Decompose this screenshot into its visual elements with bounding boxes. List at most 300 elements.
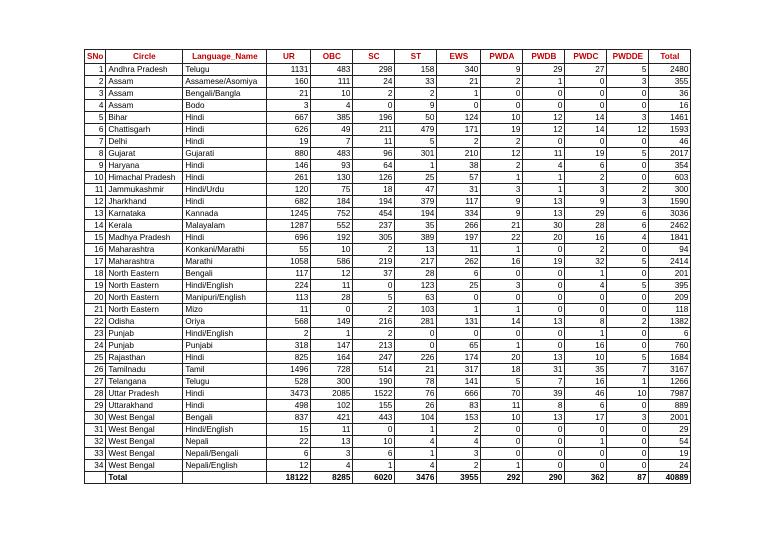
table-body bbox=[85, 64, 691, 484]
table-cell: 17 bbox=[85, 256, 106, 268]
table-cell: 355 bbox=[649, 76, 691, 88]
table-cell: 4 bbox=[437, 436, 481, 448]
table-row bbox=[85, 412, 691, 424]
table-cell: 0 bbox=[523, 280, 565, 292]
table-cell: 14 bbox=[565, 124, 607, 136]
table-cell: 0 bbox=[523, 244, 565, 256]
table-cell: 171 bbox=[437, 124, 481, 136]
table-cell: 2462 bbox=[649, 220, 691, 232]
table-cell: 4 bbox=[395, 460, 437, 472]
table-cell: 3 bbox=[565, 184, 607, 196]
table-cell: 20 bbox=[481, 352, 523, 364]
table-cell: 0 bbox=[565, 460, 607, 472]
table-cell: 9 bbox=[395, 100, 437, 112]
table-cell: 147 bbox=[311, 340, 353, 352]
column-header: Language_Name bbox=[183, 50, 267, 64]
table-cell: 1 bbox=[395, 424, 437, 436]
table-cell: 0 bbox=[607, 328, 649, 340]
table-cell: 3 bbox=[481, 280, 523, 292]
table-cell: Hindi/English bbox=[183, 328, 267, 340]
table-cell: 1 bbox=[565, 268, 607, 280]
table-cell: 164 bbox=[311, 352, 353, 364]
table-cell: 12 bbox=[523, 112, 565, 124]
table-cell: West Bengal bbox=[106, 460, 183, 472]
table-cell: 11 bbox=[437, 244, 481, 256]
table-cell: 752 bbox=[311, 208, 353, 220]
table-row bbox=[85, 328, 691, 340]
table-cell: 0 bbox=[607, 136, 649, 148]
table-cell: 0 bbox=[353, 280, 395, 292]
table-cell: 1496 bbox=[267, 364, 311, 376]
table-cell: 8 bbox=[565, 316, 607, 328]
table-cell: 35 bbox=[395, 220, 437, 232]
table-cell: 0 bbox=[607, 100, 649, 112]
table-cell: 514 bbox=[353, 364, 395, 376]
table-row bbox=[85, 400, 691, 412]
table-cell: 70 bbox=[481, 388, 523, 400]
table-cell: 586 bbox=[311, 256, 353, 268]
table-cell: 10 bbox=[311, 244, 353, 256]
table-cell: 120 bbox=[267, 184, 311, 196]
table-cell: 1461 bbox=[649, 112, 691, 124]
table-cell: 47 bbox=[395, 184, 437, 196]
table-cell: 46 bbox=[565, 388, 607, 400]
table-cell: 825 bbox=[267, 352, 311, 364]
table-cell: 0 bbox=[523, 460, 565, 472]
table-cell: 24 bbox=[85, 340, 106, 352]
table-cell: 2414 bbox=[649, 256, 691, 268]
table-cell: 1841 bbox=[649, 232, 691, 244]
table-cell: 0 bbox=[565, 88, 607, 100]
table-cell: 174 bbox=[437, 352, 481, 364]
table-row bbox=[85, 160, 691, 172]
column-header: PWDA bbox=[481, 50, 523, 64]
table-row bbox=[85, 424, 691, 436]
table-cell: 14 bbox=[85, 220, 106, 232]
table-cell: 19 bbox=[481, 124, 523, 136]
table-cell: 247 bbox=[353, 352, 395, 364]
table-cell: 21 bbox=[437, 76, 481, 88]
table-cell: 379 bbox=[395, 196, 437, 208]
table-cell: 0 bbox=[437, 100, 481, 112]
table-cell: 528 bbox=[267, 376, 311, 388]
table-cell: 13 bbox=[523, 196, 565, 208]
table-cell: 196 bbox=[353, 112, 395, 124]
table-cell: North Eastern bbox=[106, 292, 183, 304]
table-cell: North Eastern bbox=[106, 304, 183, 316]
table-cell: Konkani/Marathi bbox=[183, 244, 267, 256]
table-cell: 32 bbox=[85, 436, 106, 448]
table-cell: Bengali/Bangla bbox=[183, 88, 267, 100]
table-cell: 666 bbox=[437, 388, 481, 400]
table-cell: Jammukashmir bbox=[106, 184, 183, 196]
table-cell: 0 bbox=[395, 340, 437, 352]
table-cell: 603 bbox=[649, 172, 691, 184]
table-cell: Tamil bbox=[183, 364, 267, 376]
table-cell: 0 bbox=[607, 268, 649, 280]
table-cell: 18122 bbox=[267, 472, 311, 484]
table-cell: 2 bbox=[395, 88, 437, 100]
table-cell: Hindi bbox=[183, 160, 267, 172]
table-cell: 0 bbox=[481, 424, 523, 436]
table-cell: 5 bbox=[607, 352, 649, 364]
recruitment-table bbox=[84, 49, 691, 484]
table-cell: 0 bbox=[607, 400, 649, 412]
table-cell: 33 bbox=[395, 76, 437, 88]
table-cell: 124 bbox=[437, 112, 481, 124]
table-cell: 2085 bbox=[311, 388, 353, 400]
table-cell: Bengali bbox=[183, 268, 267, 280]
table-cell: Punjabi bbox=[183, 340, 267, 352]
table-cell: Odisha bbox=[106, 316, 183, 328]
table-cell: 19 bbox=[649, 448, 691, 460]
table-cell: 454 bbox=[353, 208, 395, 220]
table-cell: 0 bbox=[523, 136, 565, 148]
table-cell: 880 bbox=[267, 148, 311, 160]
table-cell: 9 bbox=[565, 196, 607, 208]
table-cell: 4 bbox=[311, 100, 353, 112]
table-cell: 9 bbox=[85, 160, 106, 172]
table-cell: 194 bbox=[353, 196, 395, 208]
table-cell: 2 bbox=[437, 460, 481, 472]
table-cell: 103 bbox=[395, 304, 437, 316]
table-cell: Uttarakhand bbox=[106, 400, 183, 412]
table-cell: Mizo bbox=[183, 304, 267, 316]
table-cell: 2 bbox=[353, 88, 395, 100]
table-cell: 14 bbox=[481, 316, 523, 328]
table-row bbox=[85, 112, 691, 124]
table-cell: 216 bbox=[353, 316, 395, 328]
table-cell: 667 bbox=[267, 112, 311, 124]
table-cell: 1 bbox=[481, 460, 523, 472]
table-cell: 31 bbox=[437, 184, 481, 196]
table-cell: 15 bbox=[267, 424, 311, 436]
table-cell: 0 bbox=[607, 244, 649, 256]
table-cell: 4 bbox=[395, 436, 437, 448]
table-cell: Hindi bbox=[183, 172, 267, 184]
table-row bbox=[85, 292, 691, 304]
table-cell: 19 bbox=[85, 280, 106, 292]
table-cell: Malayalam bbox=[183, 220, 267, 232]
table-cell: 76 bbox=[395, 388, 437, 400]
table-cell: 93 bbox=[311, 160, 353, 172]
table-row bbox=[85, 136, 691, 148]
table-cell: 28 bbox=[311, 292, 353, 304]
table-cell: 18 bbox=[85, 268, 106, 280]
table-row bbox=[85, 448, 691, 460]
table-cell: West Bengal bbox=[106, 448, 183, 460]
table-cell: 262 bbox=[437, 256, 481, 268]
table-cell: 1 bbox=[607, 376, 649, 388]
table-cell: 217 bbox=[395, 256, 437, 268]
table-cell: 9 bbox=[481, 196, 523, 208]
table-cell: Nepali bbox=[183, 436, 267, 448]
table-cell: 118 bbox=[649, 304, 691, 316]
table-cell: 213 bbox=[353, 340, 395, 352]
total-row bbox=[85, 472, 691, 484]
table-cell: 22 bbox=[481, 232, 523, 244]
table-row bbox=[85, 208, 691, 220]
table-cell: Telugu bbox=[183, 376, 267, 388]
table-cell: 3 bbox=[481, 184, 523, 196]
table-cell: 102 bbox=[311, 400, 353, 412]
table-cell: Hindi/English bbox=[183, 424, 267, 436]
table-cell: 28 bbox=[85, 388, 106, 400]
table-cell: 19 bbox=[565, 148, 607, 160]
table-cell: Telangana bbox=[106, 376, 183, 388]
table-cell: Hindi bbox=[183, 124, 267, 136]
table-cell: 7987 bbox=[649, 388, 691, 400]
table-cell: 46 bbox=[649, 136, 691, 148]
table-cell: 11 bbox=[523, 148, 565, 160]
table-cell: 0 bbox=[481, 88, 523, 100]
table-cell: 290 bbox=[523, 472, 565, 484]
table-cell: 2 bbox=[565, 244, 607, 256]
table-cell: 3 bbox=[607, 112, 649, 124]
table-cell: 36 bbox=[649, 88, 691, 100]
table-cell: 10 bbox=[565, 352, 607, 364]
table-cell: West Bengal bbox=[106, 424, 183, 436]
column-header: EWS bbox=[437, 50, 481, 64]
table-cell: 31 bbox=[523, 364, 565, 376]
table-cell: 141 bbox=[437, 376, 481, 388]
column-header: ST bbox=[395, 50, 437, 64]
table-cell: 12 bbox=[311, 268, 353, 280]
table-cell: 21 bbox=[85, 304, 106, 316]
table-cell: Kerala bbox=[106, 220, 183, 232]
table-cell: 8 bbox=[85, 148, 106, 160]
table-cell: Bihar bbox=[106, 112, 183, 124]
table-cell: 7 bbox=[85, 136, 106, 148]
table-cell: 3 bbox=[311, 448, 353, 460]
table-cell: 0 bbox=[523, 292, 565, 304]
table-cell: 6 bbox=[565, 160, 607, 172]
table-cell: 20 bbox=[85, 292, 106, 304]
table-row bbox=[85, 304, 691, 316]
table-cell: 305 bbox=[353, 232, 395, 244]
table-cell: North Eastern bbox=[106, 280, 183, 292]
table-cell: Tamilnadu bbox=[106, 364, 183, 376]
table-cell: 1 bbox=[523, 76, 565, 88]
table-cell: 13 bbox=[85, 208, 106, 220]
table-cell: 2 bbox=[437, 424, 481, 436]
table-cell: 16 bbox=[481, 256, 523, 268]
table-cell: 117 bbox=[437, 196, 481, 208]
table-header bbox=[85, 50, 691, 64]
table-cell: 219 bbox=[353, 256, 395, 268]
table-cell: 9 bbox=[481, 64, 523, 76]
table-cell: 1 bbox=[353, 460, 395, 472]
table-cell: 568 bbox=[267, 316, 311, 328]
table-cell: 194 bbox=[395, 208, 437, 220]
table-cell: 318 bbox=[267, 340, 311, 352]
table-cell: 117 bbox=[267, 268, 311, 280]
table-cell: 0 bbox=[607, 460, 649, 472]
table-cell: 728 bbox=[311, 364, 353, 376]
table-cell: 2 bbox=[353, 304, 395, 316]
table-row bbox=[85, 340, 691, 352]
table-row bbox=[85, 436, 691, 448]
table-cell: 7 bbox=[607, 364, 649, 376]
table-cell: 63 bbox=[395, 292, 437, 304]
table-cell: Manipuri/English bbox=[183, 292, 267, 304]
table-cell: 211 bbox=[353, 124, 395, 136]
table-cell: 3476 bbox=[395, 472, 437, 484]
table-cell: 5 bbox=[85, 112, 106, 124]
table-cell: 50 bbox=[395, 112, 437, 124]
table-cell: 1 bbox=[395, 448, 437, 460]
table-cell: 13 bbox=[311, 436, 353, 448]
table-cell: 11 bbox=[311, 424, 353, 436]
table-cell: 0 bbox=[607, 424, 649, 436]
table-cell: 184 bbox=[311, 196, 353, 208]
table-cell: 16 bbox=[85, 244, 106, 256]
table-cell: 25 bbox=[85, 352, 106, 364]
table-cell: 24 bbox=[649, 460, 691, 472]
table-cell: 201 bbox=[649, 268, 691, 280]
table-cell: 334 bbox=[437, 208, 481, 220]
table-cell: West Bengal bbox=[106, 412, 183, 424]
table-cell: 16 bbox=[649, 100, 691, 112]
table-cell: 1 bbox=[565, 328, 607, 340]
table-row bbox=[85, 388, 691, 400]
table-cell: 16 bbox=[565, 232, 607, 244]
table-cell: 0 bbox=[607, 304, 649, 316]
table-cell: 292 bbox=[481, 472, 523, 484]
table-row bbox=[85, 124, 691, 136]
table-cell: Uttar Pradesh bbox=[106, 388, 183, 400]
table-cell: 2 bbox=[607, 184, 649, 196]
table-row bbox=[85, 280, 691, 292]
table-cell: 19 bbox=[523, 256, 565, 268]
table-cell bbox=[85, 472, 106, 484]
table-cell: 626 bbox=[267, 124, 311, 136]
table-row bbox=[85, 460, 691, 472]
table-cell: 0 bbox=[481, 436, 523, 448]
table-cell: 14 bbox=[565, 112, 607, 124]
table-cell: 1 bbox=[481, 244, 523, 256]
table-cell: 2 bbox=[481, 160, 523, 172]
table-cell: Maharashtra bbox=[106, 244, 183, 256]
table-cell: Madhya Pradesh bbox=[106, 232, 183, 244]
table-cell: 1 bbox=[481, 340, 523, 352]
table-cell: 395 bbox=[649, 280, 691, 292]
table-cell: 13 bbox=[395, 244, 437, 256]
table-cell: 27 bbox=[565, 64, 607, 76]
table-cell: 25 bbox=[395, 172, 437, 184]
table-cell: Hindi bbox=[183, 232, 267, 244]
table-cell: Punjab bbox=[106, 340, 183, 352]
table-cell: Total bbox=[106, 472, 183, 484]
table-cell: 23 bbox=[85, 328, 106, 340]
table-cell: Andhra Pradesh bbox=[106, 64, 183, 76]
table-cell: 15 bbox=[85, 232, 106, 244]
table-cell: 83 bbox=[437, 400, 481, 412]
table-cell: 10 bbox=[607, 388, 649, 400]
table-cell: 131 bbox=[437, 316, 481, 328]
table-cell: 362 bbox=[565, 472, 607, 484]
table-cell: 0 bbox=[437, 328, 481, 340]
table-row bbox=[85, 184, 691, 196]
table-cell: 37 bbox=[353, 268, 395, 280]
table-cell: 94 bbox=[649, 244, 691, 256]
table-cell: 12 bbox=[267, 460, 311, 472]
table-cell: 30 bbox=[85, 412, 106, 424]
table-cell: 3955 bbox=[437, 472, 481, 484]
table-cell: 87 bbox=[607, 472, 649, 484]
table-cell: 5 bbox=[395, 136, 437, 148]
table-cell: 0 bbox=[353, 100, 395, 112]
table-cell: 2 bbox=[607, 316, 649, 328]
table-cell: 6 bbox=[649, 328, 691, 340]
table-cell: 6 bbox=[85, 124, 106, 136]
table-cell: 3 bbox=[85, 88, 106, 100]
table-row bbox=[85, 316, 691, 328]
table-cell: 237 bbox=[353, 220, 395, 232]
table-cell: 1522 bbox=[353, 388, 395, 400]
table-cell: 13 bbox=[523, 352, 565, 364]
table-cell: Delhi bbox=[106, 136, 183, 148]
table-cell: 18 bbox=[353, 184, 395, 196]
table-cell: 8 bbox=[523, 400, 565, 412]
table-cell: 300 bbox=[311, 376, 353, 388]
table-cell: 11 bbox=[353, 136, 395, 148]
table-cell: 0 bbox=[481, 448, 523, 460]
table-cell: 32 bbox=[565, 256, 607, 268]
table-cell: 2 bbox=[565, 172, 607, 184]
table-cell: Hindi bbox=[183, 400, 267, 412]
table-cell: 479 bbox=[395, 124, 437, 136]
table-cell: 0 bbox=[565, 448, 607, 460]
table-cell: Hindi/English bbox=[183, 280, 267, 292]
column-header: Circle bbox=[106, 50, 183, 64]
table-cell: 55 bbox=[267, 244, 311, 256]
table-cell: 3167 bbox=[649, 364, 691, 376]
table-row bbox=[85, 172, 691, 184]
table-cell: 3 bbox=[607, 412, 649, 424]
table-cell: 123 bbox=[395, 280, 437, 292]
table-row bbox=[85, 268, 691, 280]
table-cell: Punjab bbox=[106, 328, 183, 340]
table-cell: 0 bbox=[523, 424, 565, 436]
table-cell: 192 bbox=[311, 232, 353, 244]
table-cell: 30 bbox=[523, 220, 565, 232]
table-cell: 78 bbox=[395, 376, 437, 388]
table-cell: 1 bbox=[311, 328, 353, 340]
table-cell: 75 bbox=[311, 184, 353, 196]
table-cell: 2 bbox=[437, 136, 481, 148]
table-row bbox=[85, 148, 691, 160]
column-header: SNo bbox=[85, 50, 106, 64]
table-cell: 421 bbox=[311, 412, 353, 424]
column-header: OBC bbox=[311, 50, 353, 64]
table-cell: 0 bbox=[565, 136, 607, 148]
table-cell: 65 bbox=[437, 340, 481, 352]
table-row bbox=[85, 352, 691, 364]
table-cell: 160 bbox=[267, 76, 311, 88]
table-cell: Telugu bbox=[183, 64, 267, 76]
table-cell: 21 bbox=[395, 364, 437, 376]
table-cell: 0 bbox=[607, 448, 649, 460]
table-cell: 0 bbox=[353, 424, 395, 436]
table-cell: 11 bbox=[267, 304, 311, 316]
table-cell: 26 bbox=[85, 364, 106, 376]
table-cell: 224 bbox=[267, 280, 311, 292]
table-cell: 29 bbox=[649, 424, 691, 436]
table-cell: 0 bbox=[607, 160, 649, 172]
table-row bbox=[85, 76, 691, 88]
table-cell: 209 bbox=[649, 292, 691, 304]
